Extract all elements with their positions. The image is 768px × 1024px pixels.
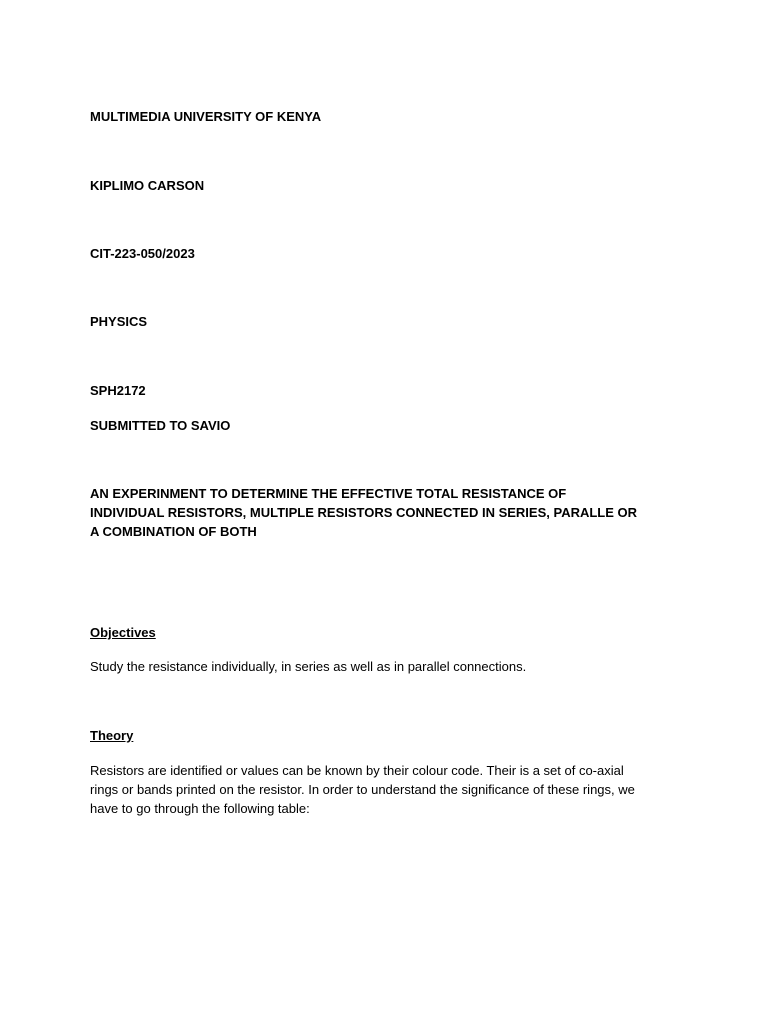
course-code: SPH2172 <box>90 383 146 398</box>
theory-paragraph <box>90 761 690 818</box>
university-name: MULTIMEDIA UNIVERSITY OF KENYA <box>90 109 322 124</box>
submitted-to: SUBMITTED TO SAVIO <box>90 418 231 433</box>
experiment-title-line: A COMBINATION OF BOTH <box>90 524 257 539</box>
experiment-title <box>90 484 690 541</box>
theory-heading: Theory <box>90 728 134 743</box>
student-name: KIPLIMO CARSON <box>90 178 205 193</box>
registration-number: CIT-223-050/2023 <box>90 246 195 261</box>
theory-line: have to go through the following table: <box>90 801 310 816</box>
experiment-title-line: AN EXPERINMENT TO DETERMINE THE EFFECTIVE TOTAL RESISTANCE OF <box>90 486 567 501</box>
experiment-title-line: INDIVIDUAL RESISTORS, MULTIPLE RESISTORS CONNECTED IN SERIES, PARALLE OR <box>90 505 638 520</box>
objectives-text: Study the resistance individually, in series as well as in parallel connections. <box>90 659 527 674</box>
theory-line: Resistors are identified or values can be known by their colour code. Their is a set of co-axial <box>90 763 624 778</box>
theory-line: rings or bands printed on the resistor. In order to understand the significance of these rings, we <box>90 782 635 797</box>
objectives-heading: Objectives <box>90 625 156 640</box>
subject-name: PHYSICS <box>90 314 148 329</box>
